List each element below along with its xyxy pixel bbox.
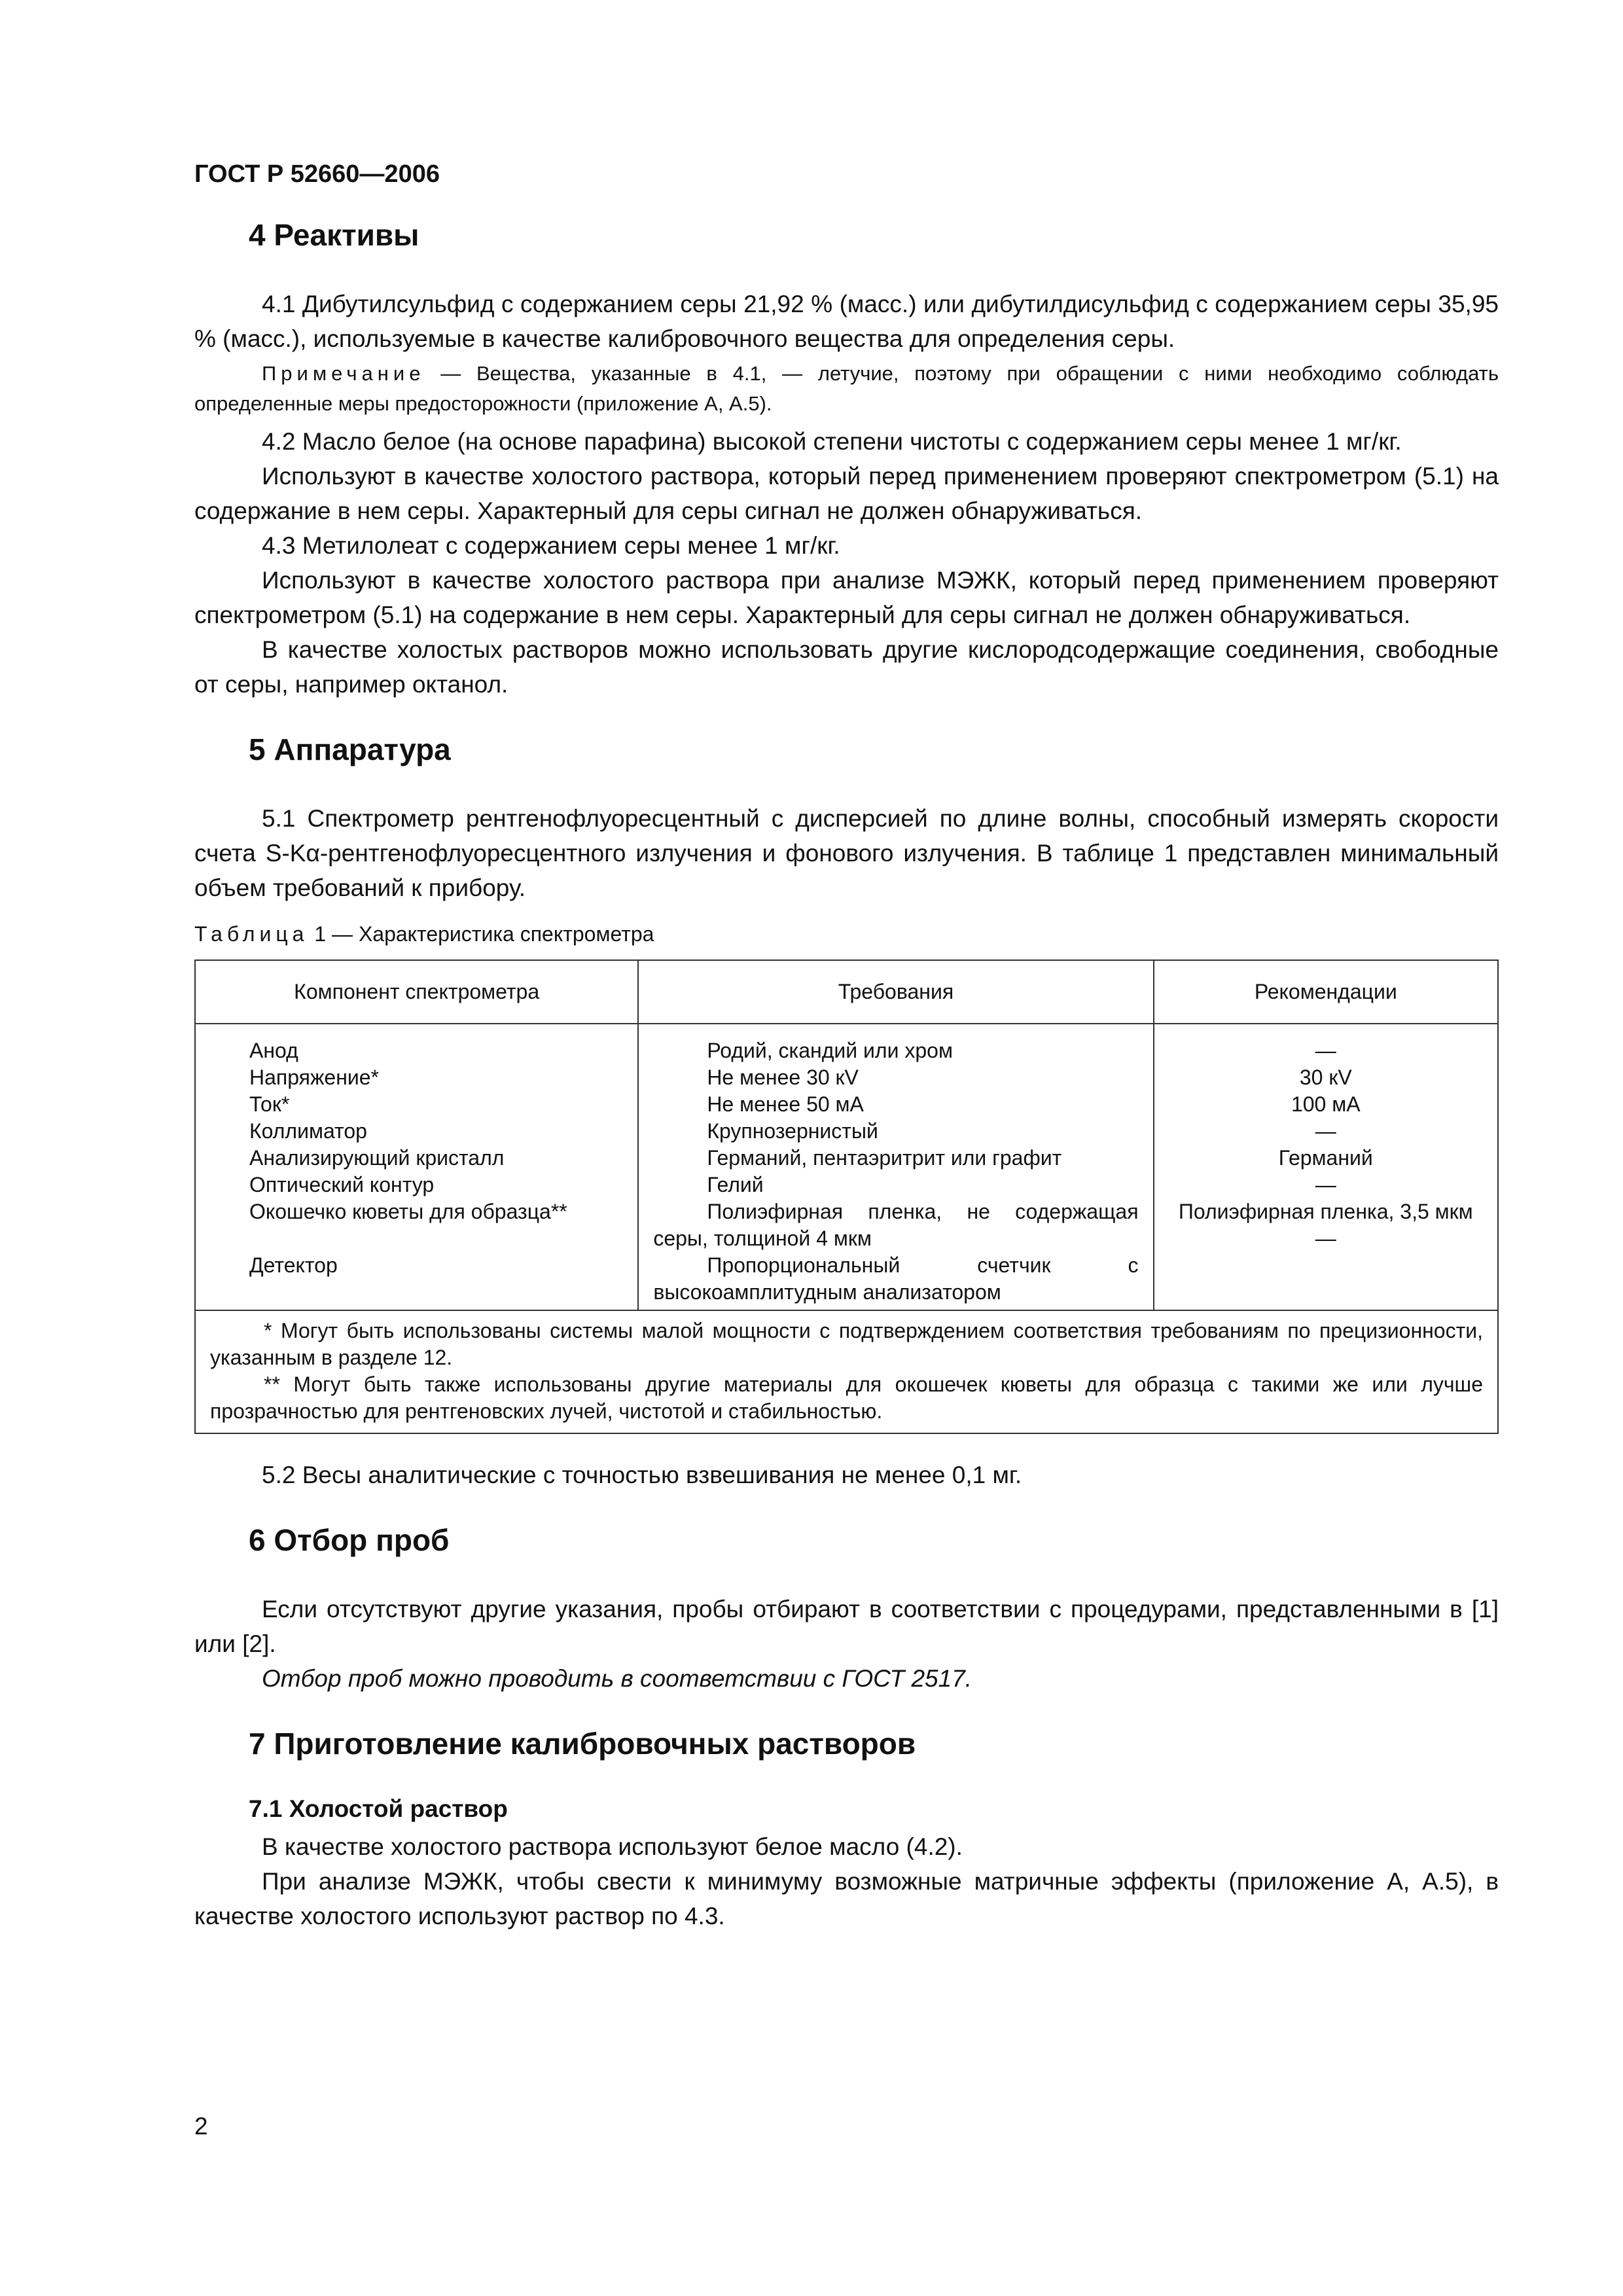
requirement-anode: Родий, скандий или хром bbox=[707, 1039, 953, 1062]
paragraph-4-2-usage: Используют в качестве холостого раствора, который перед применением проверяют спектрометром (5.1) на содержание в нем серы. Характерный для серы сигнал не должен обнаруживаться. bbox=[194, 463, 1499, 524]
header-requirements: Требования bbox=[638, 960, 1153, 1024]
page-number: 2 bbox=[194, 2113, 208, 2140]
table-caption-text: 1 — Характеристика спектрометра bbox=[308, 922, 654, 946]
table-body-row bbox=[195, 1024, 1498, 1310]
recommendation-sample-window: Полиэфирная пленка, 3,5 мкм bbox=[1178, 1200, 1473, 1223]
paragraph-5-1: 5.1 Спектрометр рентгенофлуоресцентный с дисперсией по длине волны, способный измерять скорости счета S-Kα-рентгенофлуоресцентного излучения и фонового излучения. В таблице 1 представлен минимальный объем требований к прибору. bbox=[194, 805, 1499, 901]
table-footnotes bbox=[195, 1310, 1498, 1433]
table-caption-label: Таблица bbox=[194, 922, 309, 946]
recommendation-collimator: — bbox=[1315, 1119, 1336, 1143]
table-footnote-row bbox=[195, 1310, 1498, 1433]
section-6-title: 6 Отбор проб bbox=[249, 1523, 450, 1557]
paragraph-4-2: 4.2 Масло белое (на основе парафина) высокой степени чистоты с содержанием серы менее 1 мг/кг. bbox=[262, 428, 1402, 455]
requirement-collimator: Крупнозернистый bbox=[707, 1119, 878, 1143]
component-voltage: Напряжение* bbox=[249, 1066, 379, 1089]
section-5-title: 5 Аппаратура bbox=[249, 732, 451, 766]
recommendation-anode: — bbox=[1315, 1039, 1336, 1062]
paragraph-6-2: Отбор проб можно проводить в соответствии с ГОСТ 2517. bbox=[262, 1665, 972, 1692]
requirement-detector: Пропорциональный счетчик с высокоамплитудным анализатором bbox=[653, 1253, 1139, 1304]
header-component: Компонент спектрометра bbox=[195, 960, 638, 1024]
requirement-current: Не менее 50 мА bbox=[707, 1092, 864, 1116]
requirement-sample-window: Полиэфирная пленка, не содержащая серы, толщиной 4 мкм bbox=[653, 1200, 1139, 1250]
requirement-crystal: Германий, пентаэритрит или графит bbox=[707, 1146, 1062, 1170]
footnote-2: ** Могут быть также использованы другие материалы для окошечек кюветы для образца с такими же или лучше прозрачностью для рентгеновских лучей, чистотой и стабильностью. bbox=[210, 1372, 1483, 1423]
paragraph-7-1-a: В качестве холостого раствора используют белое масло (4.2). bbox=[262, 1833, 963, 1860]
section-4-title: 4 Реактивы bbox=[249, 218, 419, 252]
requirements-column bbox=[638, 1024, 1153, 1310]
recommendations-column bbox=[1154, 1024, 1498, 1310]
paragraph-4-3: 4.3 Метилолеат с содержанием серы менее 1 мг/кг. bbox=[262, 532, 840, 559]
spectrometer-table bbox=[194, 960, 1499, 1434]
paragraph-6-1: Если отсутствуют другие указания, пробы отбирают в соответствии с процедурами, представленными в [1] или [2]. bbox=[194, 1596, 1499, 1657]
component-detector: Детектор bbox=[249, 1253, 338, 1277]
section-7-title: 7 Приготовление калибровочных растворов bbox=[249, 1727, 916, 1761]
component-current: Ток* bbox=[249, 1092, 290, 1116]
paragraph-7-1-b: При анализе МЭЖК, чтобы свести к минимуму возможные матричные эффекты (приложение А, А.5), в качестве холостого используют раствор по 4.3. bbox=[194, 1868, 1499, 1929]
requirement-optical-path: Гелий bbox=[707, 1173, 764, 1196]
requirement-voltage: Не менее 30 кV bbox=[707, 1066, 859, 1089]
component-collimator: Коллиматор bbox=[249, 1119, 367, 1143]
document-page bbox=[194, 160, 1499, 1933]
table-header-row bbox=[195, 960, 1498, 1024]
recommendation-detector: — bbox=[1315, 1227, 1336, 1250]
note-4-1 bbox=[194, 359, 1499, 419]
component-anode: Анод bbox=[249, 1039, 298, 1062]
recommendation-optical-path: — bbox=[1315, 1173, 1336, 1196]
table-caption bbox=[194, 922, 1499, 946]
paragraph-4-3-usage: Используют в качестве холостого раствора при анализе МЭЖК, который перед применением проверяют спектрометром (5.1) на содержание в нем серы. Характерный для серы сигнал не должен обнаруживаться. bbox=[194, 567, 1499, 628]
recommendation-current: 100 мА bbox=[1291, 1092, 1361, 1116]
paragraph-5-2: 5.2 Весы аналитические с точностью взвешивания не менее 0,1 мг. bbox=[262, 1462, 1022, 1488]
recommendation-voltage: 30 кV bbox=[1299, 1066, 1352, 1089]
paragraph-4-1: 4.1 Дибутилсульфид с содержанием серы 21,92 % (масс.) или дибутилдисульфид с содержанием серы 35,95 % (масс.), используемые в качестве калибровочного вещества для определения серы. bbox=[194, 291, 1499, 352]
paragraph-4-3-alternatives: В качестве холостых растворов можно использовать другие кислородсодержащие соединения, свободные от серы, например октанол. bbox=[194, 636, 1499, 698]
components-column bbox=[195, 1024, 638, 1310]
note-label: Примечание bbox=[262, 362, 425, 385]
component-crystal: Анализирующий кристалл bbox=[249, 1146, 505, 1170]
subsection-7-1-title: 7.1 Холостой раствор bbox=[249, 1795, 508, 1822]
note-text: — Вещества, указанные в 4.1, — летучие, поэтому при обращении с ними необходимо соблюдать определенные меры предосторожности (приложение А, А.5). bbox=[194, 362, 1499, 415]
document-id: ГОСТ Р 52660—2006 bbox=[194, 160, 440, 188]
footnote-1: * Могут быть использованы системы малой мощности с подтверждением соответствия требованиям по прецизионности, указанным в разделе 12. bbox=[210, 1319, 1483, 1369]
header-recommendations: Рекомендации bbox=[1154, 960, 1498, 1024]
component-sample-window: Окошечко кюветы для образца** bbox=[249, 1200, 567, 1223]
component-optical-path: Оптический контур bbox=[249, 1173, 435, 1196]
recommendation-crystal: Германий bbox=[1278, 1146, 1373, 1170]
